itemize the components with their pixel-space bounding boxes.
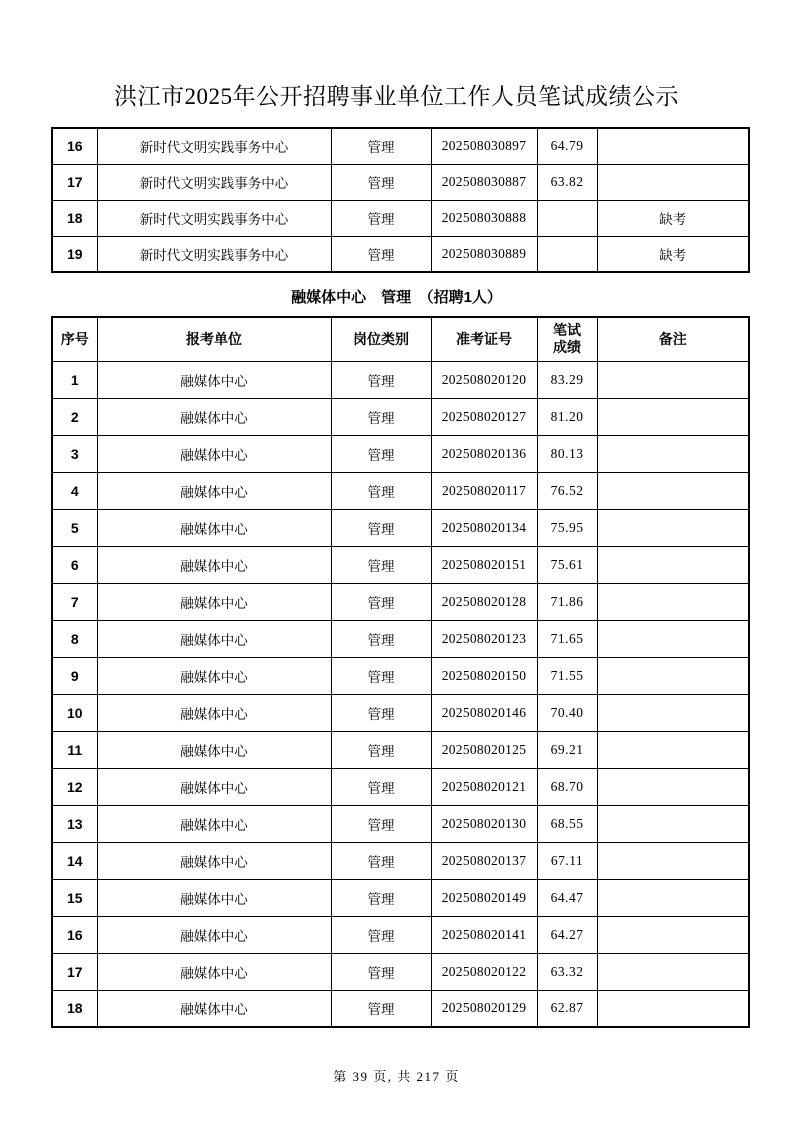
- cell-position-category: 管理: [331, 200, 431, 236]
- cell-applied-unit: 融媒体中心: [97, 842, 331, 879]
- page-title: 洪江市2025年公开招聘事业单位工作人员笔试成绩公示: [114, 84, 679, 109]
- cell-applied-unit: 融媒体中心: [97, 768, 331, 805]
- page-footer: 第 39 页, 共 217 页: [333, 1069, 460, 1084]
- header-position-category: 岗位类别: [331, 317, 431, 361]
- cell-position-category: 管理: [331, 953, 431, 990]
- cell-serial-number: 17: [52, 953, 97, 990]
- cell-remark: [597, 620, 749, 657]
- cell-applied-unit: 融媒体中心: [97, 916, 331, 953]
- cell-remark: [597, 164, 749, 200]
- cell-admission-ticket-number: 202508020121: [431, 768, 537, 805]
- top-results-table-continuation: [51, 127, 750, 273]
- cell-remark: [597, 842, 749, 879]
- cell-written-score: 64.47: [537, 879, 597, 916]
- cell-remark: [597, 731, 749, 768]
- cell-applied-unit: 融媒体中心: [97, 953, 331, 990]
- cell-serial-number: 5: [52, 509, 97, 546]
- cell-admission-ticket-number: 202508020117: [431, 472, 537, 509]
- cell-position-category: 管理: [331, 509, 431, 546]
- cell-applied-unit: 融媒体中心: [97, 990, 331, 1027]
- cell-position-category: 管理: [331, 361, 431, 398]
- cell-serial-number: 6: [52, 546, 97, 583]
- cell-position-category: 管理: [331, 620, 431, 657]
- cell-written-score: 63.82: [537, 164, 597, 200]
- table-row: [52, 842, 749, 879]
- table-row: [52, 916, 749, 953]
- cell-admission-ticket-number: 202508020130: [431, 805, 537, 842]
- cell-written-score: [537, 200, 597, 236]
- cell-applied-unit: 融媒体中心: [97, 398, 331, 435]
- table-row: [52, 657, 749, 694]
- table-row: [52, 398, 749, 435]
- table-row: [52, 164, 749, 200]
- table-row: [52, 990, 749, 1027]
- cell-written-score: 68.70: [537, 768, 597, 805]
- cell-serial-number: 10: [52, 694, 97, 731]
- cell-remark: 缺考: [597, 236, 749, 272]
- cell-admission-ticket-number: 202508020128: [431, 583, 537, 620]
- cell-written-score: 68.55: [537, 805, 597, 842]
- header-applied-unit: 报考单位: [97, 317, 331, 361]
- cell-remark: [597, 361, 749, 398]
- cell-written-score: 67.11: [537, 842, 597, 879]
- cell-position-category: 管理: [331, 236, 431, 272]
- cell-written-score: 83.29: [537, 361, 597, 398]
- cell-remark: [597, 435, 749, 472]
- cell-written-score: 71.86: [537, 583, 597, 620]
- cell-applied-unit: 新时代文明实践事务中心: [97, 200, 331, 236]
- cell-admission-ticket-number: 202508020150: [431, 657, 537, 694]
- cell-applied-unit: 融媒体中心: [97, 694, 331, 731]
- cell-remark: [597, 990, 749, 1027]
- header-serial-number: 序号: [52, 317, 97, 361]
- cell-applied-unit: 融媒体中心: [97, 435, 331, 472]
- cell-position-category: 管理: [331, 916, 431, 953]
- cell-remark: [597, 953, 749, 990]
- cell-position-category: 管理: [331, 128, 431, 164]
- cell-remark: [597, 472, 749, 509]
- cell-position-category: 管理: [331, 879, 431, 916]
- cell-admission-ticket-number: 202508030887: [431, 164, 537, 200]
- cell-serial-number: 19: [52, 236, 97, 272]
- cell-written-score: [537, 236, 597, 272]
- cell-applied-unit: 融媒体中心: [97, 361, 331, 398]
- cell-remark: [597, 509, 749, 546]
- cell-position-category: 管理: [331, 546, 431, 583]
- cell-admission-ticket-number: 202508020136: [431, 435, 537, 472]
- cell-applied-unit: 融媒体中心: [97, 657, 331, 694]
- main-table-body: [52, 361, 749, 1027]
- cell-position-category: 管理: [331, 842, 431, 879]
- header-admission-ticket-number: 准考证号: [431, 317, 537, 361]
- table-row: [52, 879, 749, 916]
- cell-applied-unit: 新时代文明实践事务中心: [97, 236, 331, 272]
- cell-admission-ticket-number: 202508020120: [431, 361, 537, 398]
- cell-admission-ticket-number: 202508020127: [431, 398, 537, 435]
- header-written-score-line1: 笔试: [553, 321, 581, 338]
- cell-admission-ticket-number: 202508020122: [431, 953, 537, 990]
- cell-applied-unit: 融媒体中心: [97, 509, 331, 546]
- cell-remark: [597, 768, 749, 805]
- cell-remark: [597, 128, 749, 164]
- cell-serial-number: 14: [52, 842, 97, 879]
- cell-remark: [597, 879, 749, 916]
- cell-admission-ticket-number: 202508020146: [431, 694, 537, 731]
- table-row: [52, 509, 749, 546]
- cell-written-score: 63.32: [537, 953, 597, 990]
- cell-admission-ticket-number: 202508020137: [431, 842, 537, 879]
- cell-serial-number: 1: [52, 361, 97, 398]
- table-row: [52, 583, 749, 620]
- cell-serial-number: 12: [52, 768, 97, 805]
- cell-written-score: 69.21: [537, 731, 597, 768]
- cell-written-score: 75.61: [537, 546, 597, 583]
- cell-position-category: 管理: [331, 583, 431, 620]
- table-row: [52, 805, 749, 842]
- cell-serial-number: 18: [52, 990, 97, 1027]
- cell-serial-number: 4: [52, 472, 97, 509]
- cell-position-category: 管理: [331, 731, 431, 768]
- cell-admission-ticket-number: 202508020129: [431, 990, 537, 1027]
- cell-position-category: 管理: [331, 694, 431, 731]
- cell-serial-number: 11: [52, 731, 97, 768]
- header-remark: 备注: [597, 317, 749, 361]
- table-row: [52, 236, 749, 272]
- cell-position-category: 管理: [331, 472, 431, 509]
- header-written-score: [537, 317, 597, 361]
- table-row: [52, 200, 749, 236]
- cell-admission-ticket-number: 202508030897: [431, 128, 537, 164]
- cell-applied-unit: 融媒体中心: [97, 583, 331, 620]
- cell-serial-number: 16: [52, 916, 97, 953]
- cell-serial-number: 8: [52, 620, 97, 657]
- table-row: [52, 620, 749, 657]
- cell-position-category: 管理: [331, 657, 431, 694]
- cell-applied-unit: 新时代文明实践事务中心: [97, 128, 331, 164]
- cell-serial-number: 7: [52, 583, 97, 620]
- cell-remark: [597, 398, 749, 435]
- cell-remark: [597, 805, 749, 842]
- cell-position-category: 管理: [331, 164, 431, 200]
- table-row: [52, 694, 749, 731]
- cell-applied-unit: 融媒体中心: [97, 805, 331, 842]
- cell-applied-unit: 新时代文明实践事务中心: [97, 164, 331, 200]
- cell-remark: 缺考: [597, 200, 749, 236]
- cell-written-score: 80.13: [537, 435, 597, 472]
- cell-written-score: 75.95: [537, 509, 597, 546]
- cell-admission-ticket-number: 202508020141: [431, 916, 537, 953]
- cell-admission-ticket-number: 202508030888: [431, 200, 537, 236]
- cell-admission-ticket-number: 202508020149: [431, 879, 537, 916]
- cell-written-score: 71.55: [537, 657, 597, 694]
- cell-written-score: 62.87: [537, 990, 597, 1027]
- cell-remark: [597, 657, 749, 694]
- cell-admission-ticket-number: 202508030889: [431, 236, 537, 272]
- cell-written-score: 64.79: [537, 128, 597, 164]
- cell-written-score: 76.52: [537, 472, 597, 509]
- cell-remark: [597, 583, 749, 620]
- cell-serial-number: 3: [52, 435, 97, 472]
- cell-remark: [597, 546, 749, 583]
- cell-position-category: 管理: [331, 768, 431, 805]
- section-title-media-center: 融媒体中心 管理 （招聘1人）: [291, 289, 502, 306]
- cell-applied-unit: 融媒体中心: [97, 731, 331, 768]
- cell-admission-ticket-number: 202508020125: [431, 731, 537, 768]
- cell-applied-unit: 融媒体中心: [97, 620, 331, 657]
- top-table-body: [52, 128, 749, 272]
- header-written-score-line2: 成绩: [553, 339, 581, 356]
- cell-remark: [597, 916, 749, 953]
- cell-serial-number: 2: [52, 398, 97, 435]
- cell-applied-unit: 融媒体中心: [97, 472, 331, 509]
- table-row: [52, 953, 749, 990]
- table-row: [52, 546, 749, 583]
- media-center-results-table: [51, 316, 750, 1028]
- cell-serial-number: 9: [52, 657, 97, 694]
- table-row: [52, 361, 749, 398]
- table-row: [52, 472, 749, 509]
- cell-serial-number: 16: [52, 128, 97, 164]
- table-row: [52, 768, 749, 805]
- cell-admission-ticket-number: 202508020123: [431, 620, 537, 657]
- cell-admission-ticket-number: 202508020151: [431, 546, 537, 583]
- table-header-row: [52, 317, 749, 361]
- cell-applied-unit: 融媒体中心: [97, 879, 331, 916]
- cell-applied-unit: 融媒体中心: [97, 546, 331, 583]
- cell-written-score: 81.20: [537, 398, 597, 435]
- cell-serial-number: 18: [52, 200, 97, 236]
- cell-written-score: 64.27: [537, 916, 597, 953]
- table-row: [52, 435, 749, 472]
- cell-admission-ticket-number: 202508020134: [431, 509, 537, 546]
- cell-serial-number: 17: [52, 164, 97, 200]
- cell-serial-number: 13: [52, 805, 97, 842]
- cell-position-category: 管理: [331, 398, 431, 435]
- cell-written-score: 70.40: [537, 694, 597, 731]
- cell-remark: [597, 694, 749, 731]
- cell-written-score: 71.65: [537, 620, 597, 657]
- table-row: [52, 128, 749, 164]
- table-row: [52, 731, 749, 768]
- cell-position-category: 管理: [331, 805, 431, 842]
- cell-serial-number: 15: [52, 879, 97, 916]
- cell-position-category: 管理: [331, 435, 431, 472]
- cell-position-category: 管理: [331, 990, 431, 1027]
